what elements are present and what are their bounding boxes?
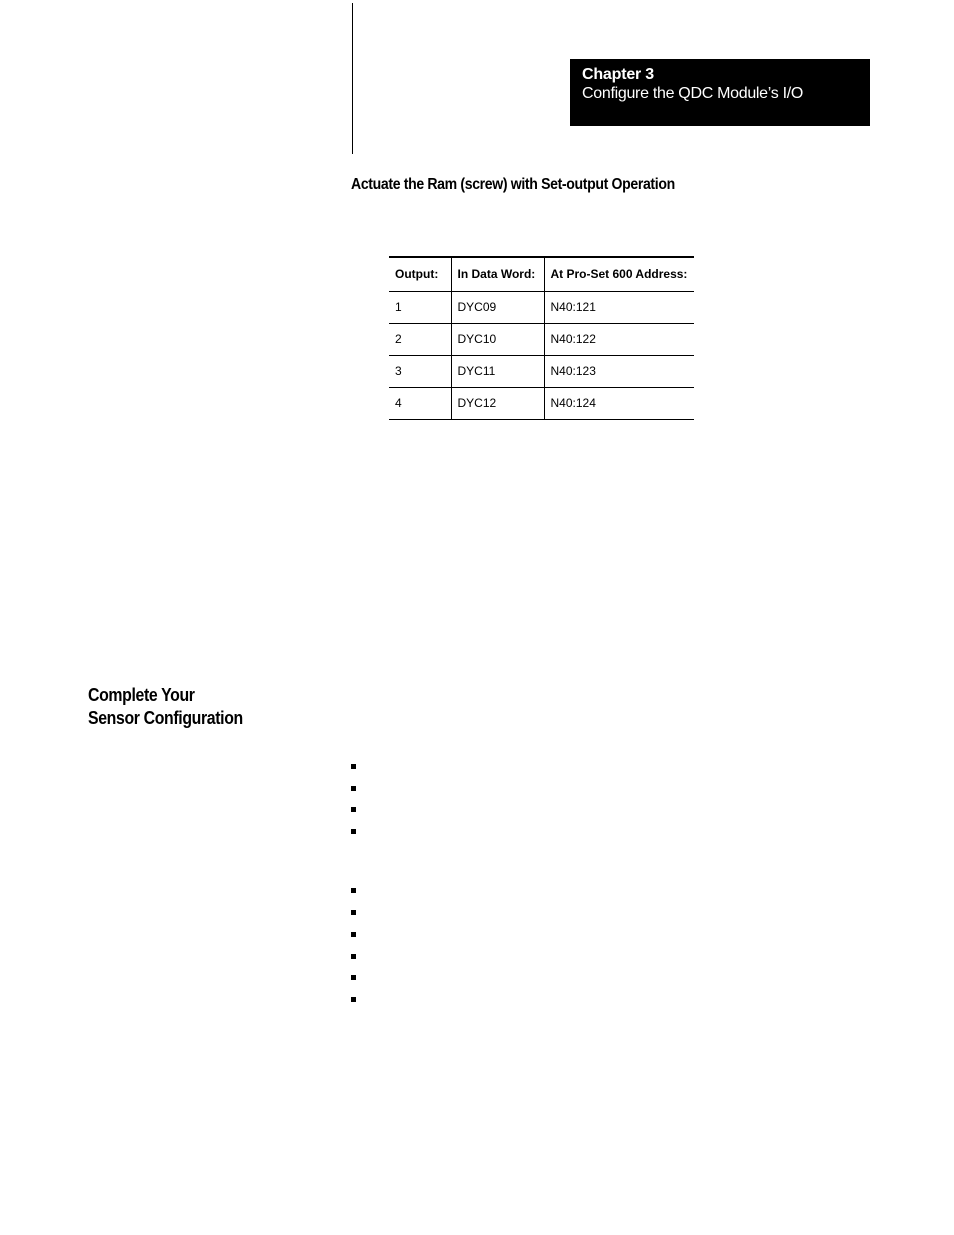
table-row: [389, 323, 694, 355]
side-heading-line-2: Sensor Configuration: [88, 708, 243, 728]
table-row: [389, 355, 694, 387]
square-bullet-icon: [351, 975, 356, 980]
chapter-title: Configure the QDC Module’s I/O: [582, 85, 804, 102]
output-cell: 4: [389, 387, 451, 419]
square-bullet-icon: [351, 910, 356, 915]
square-bullet-icon: [351, 954, 356, 959]
output-cell: 3: [389, 355, 451, 387]
square-bullet-icon: [351, 764, 356, 769]
column-header-address: At Pro-Set 600 Address:: [544, 257, 694, 291]
square-bullet-icon: [351, 888, 356, 893]
address-cell: N40:124: [544, 387, 694, 419]
chapter-header: [570, 59, 870, 126]
data-word-cell: DYC10: [451, 323, 544, 355]
data-word-cell: DYC09: [451, 291, 544, 323]
output-address-table: [389, 256, 694, 420]
side-heading-line-1: Complete Your: [88, 685, 195, 705]
address-cell: N40:122: [544, 323, 694, 355]
table-row: [389, 387, 694, 419]
square-bullet-icon: [351, 786, 356, 791]
output-cell: 2: [389, 323, 451, 355]
address-cell: N40:123: [544, 355, 694, 387]
address-cell: N40:121: [544, 291, 694, 323]
margin-rule: [352, 3, 353, 154]
table-header-row: [389, 257, 694, 291]
section-heading: Actuate the Ram (screw) with Set-output Operation: [351, 176, 675, 193]
output-cell: 1: [389, 291, 451, 323]
data-word-cell: DYC12: [451, 387, 544, 419]
table-row: [389, 291, 694, 323]
column-header-output: Output:: [389, 257, 451, 291]
square-bullet-icon: [351, 829, 356, 834]
square-bullet-icon: [351, 807, 356, 812]
chapter-label: Chapter 3: [582, 66, 654, 83]
column-header-data-word: In Data Word:: [451, 257, 544, 291]
data-word-cell: DYC11: [451, 355, 544, 387]
square-bullet-icon: [351, 932, 356, 937]
square-bullet-icon: [351, 997, 356, 1002]
side-heading: [88, 684, 243, 730]
